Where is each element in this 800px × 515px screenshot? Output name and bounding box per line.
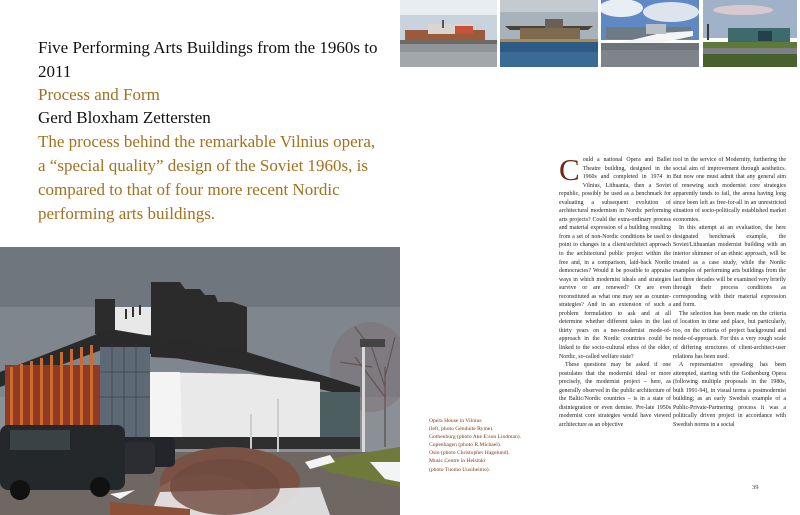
body-paragraph: A representative spreading has been attempted, starting with the Gothenburg Opera (following multiple proposals in the 1980s, built 1991-94), in visual terms a postmodernist building; as an early Swedish example of a Public-Private-Partnering process it was a politically driven project in accordance with Swedish norms in a social — [673, 362, 786, 428]
photo-caption — [429, 417, 522, 474]
body-paragraph-text: ould a national Opera and Ballet Theatre building, designed in the 1960s and completed in 1974 in Vilnius, Lithuania, then a Soviet republic, possibly be used as a benchmark for evaluating a subsequent evolution of architectural modernism in Nordic performing arts projects? Could the extra-ordinary process and material expression of a building resulting from a set of non-Nordic conditions be used to point to changes in a client/architect approach to the architectural public project within the free and, in a comparison, laid-back Nordic democracies? Would it be possible to appraise ways in which modernist ideals and strategies survive or are renewed? Or are even reconstituted as what one may see as counter-strategies? And in an extension of such a problem formulation to ask and at all determine whether different takes in the last thirty years on a neo-modernist mode-of-approach in the Nordic countries could be linked to the socio-cultural ethos of the older, Nordic, so-called welfare state? — [559, 157, 671, 360]
body-paragraph: tool in the service of Modernity, furthering the social aim of improvement through aesthetics. But now one must admit that any general aim of renewing such modernist core strategies apparently tends to fail, the arena having long since been left as free-for-all in an unrestricted situation of socio-politically established market economies. — [673, 157, 786, 223]
caption-line: Copenhagen (photo R.Michael). — [429, 442, 502, 449]
thumbnail-oslo — [601, 0, 699, 67]
body-paragraph: The selection has been made on the criteria of location in time and place, but particularly, too, on the criteria of project background and mode-of-approach. For this a very rough scale of differing structures of client-architect-user relations has been used. — [673, 310, 786, 360]
body-paragraph: These questions may be asked if one postulates that the modernist ideal or more precisely, the modernist project – here, as generally observed in the public architecture of the Baltic/Nordic countries – is in a state of disintegration or even demise. Pre-late 1950s modernist core strategies would have viewed architecture as an objective — [559, 362, 671, 428]
drop-cap: C — [559, 152, 580, 187]
body-paragraph — [559, 152, 671, 361]
caption-line: Oslo (photo Christopher Hagelund). — [429, 450, 510, 457]
caption-line: Music Centre in Helsinki — [429, 458, 486, 465]
caption-line: Opera House in Vilnius — [429, 418, 482, 424]
thumbnail-helsinki — [703, 0, 797, 67]
article-title: Five Performing Arts Buildings from the 1960s to 2011 — [38, 38, 378, 81]
body-column-1 — [559, 152, 671, 430]
caption-line: Gothenburg (photo Ake E:son Lindman). — [429, 434, 522, 441]
article-lede: The process behind the remarkable Vilnius opera, a “special quality” design of the Soviet 1960s, is compared to that of four more recent Nordic performing arts buildings. — [38, 132, 376, 223]
article-author: Gerd Bloxham Zettersten — [38, 108, 211, 127]
body-paragraph: In this attempt at an evaluation, the here designated benchmark example, the Soviet/Lithuanian modernist building with an interior shimmer of an ethnic approach, will be treated as a case study, while the Nordic examples of performing arts buildings from the last three decades will be examined very briefly through their process conditions as corresponding with their material expression and form. — [673, 225, 786, 309]
vilnius-opera-photo — [0, 247, 400, 515]
article-subtitle: Process and Form — [38, 85, 160, 104]
body-column-2 — [673, 156, 786, 430]
page-number: 39 — [752, 484, 759, 491]
caption-line: (photo Tuomo Uusiheimo). — [429, 466, 491, 473]
caption-line: (left, photo Génduite Ryme). — [429, 426, 494, 433]
thumbnail-copenhagen — [500, 0, 598, 67]
thumbnail-gothenburg — [400, 0, 497, 67]
